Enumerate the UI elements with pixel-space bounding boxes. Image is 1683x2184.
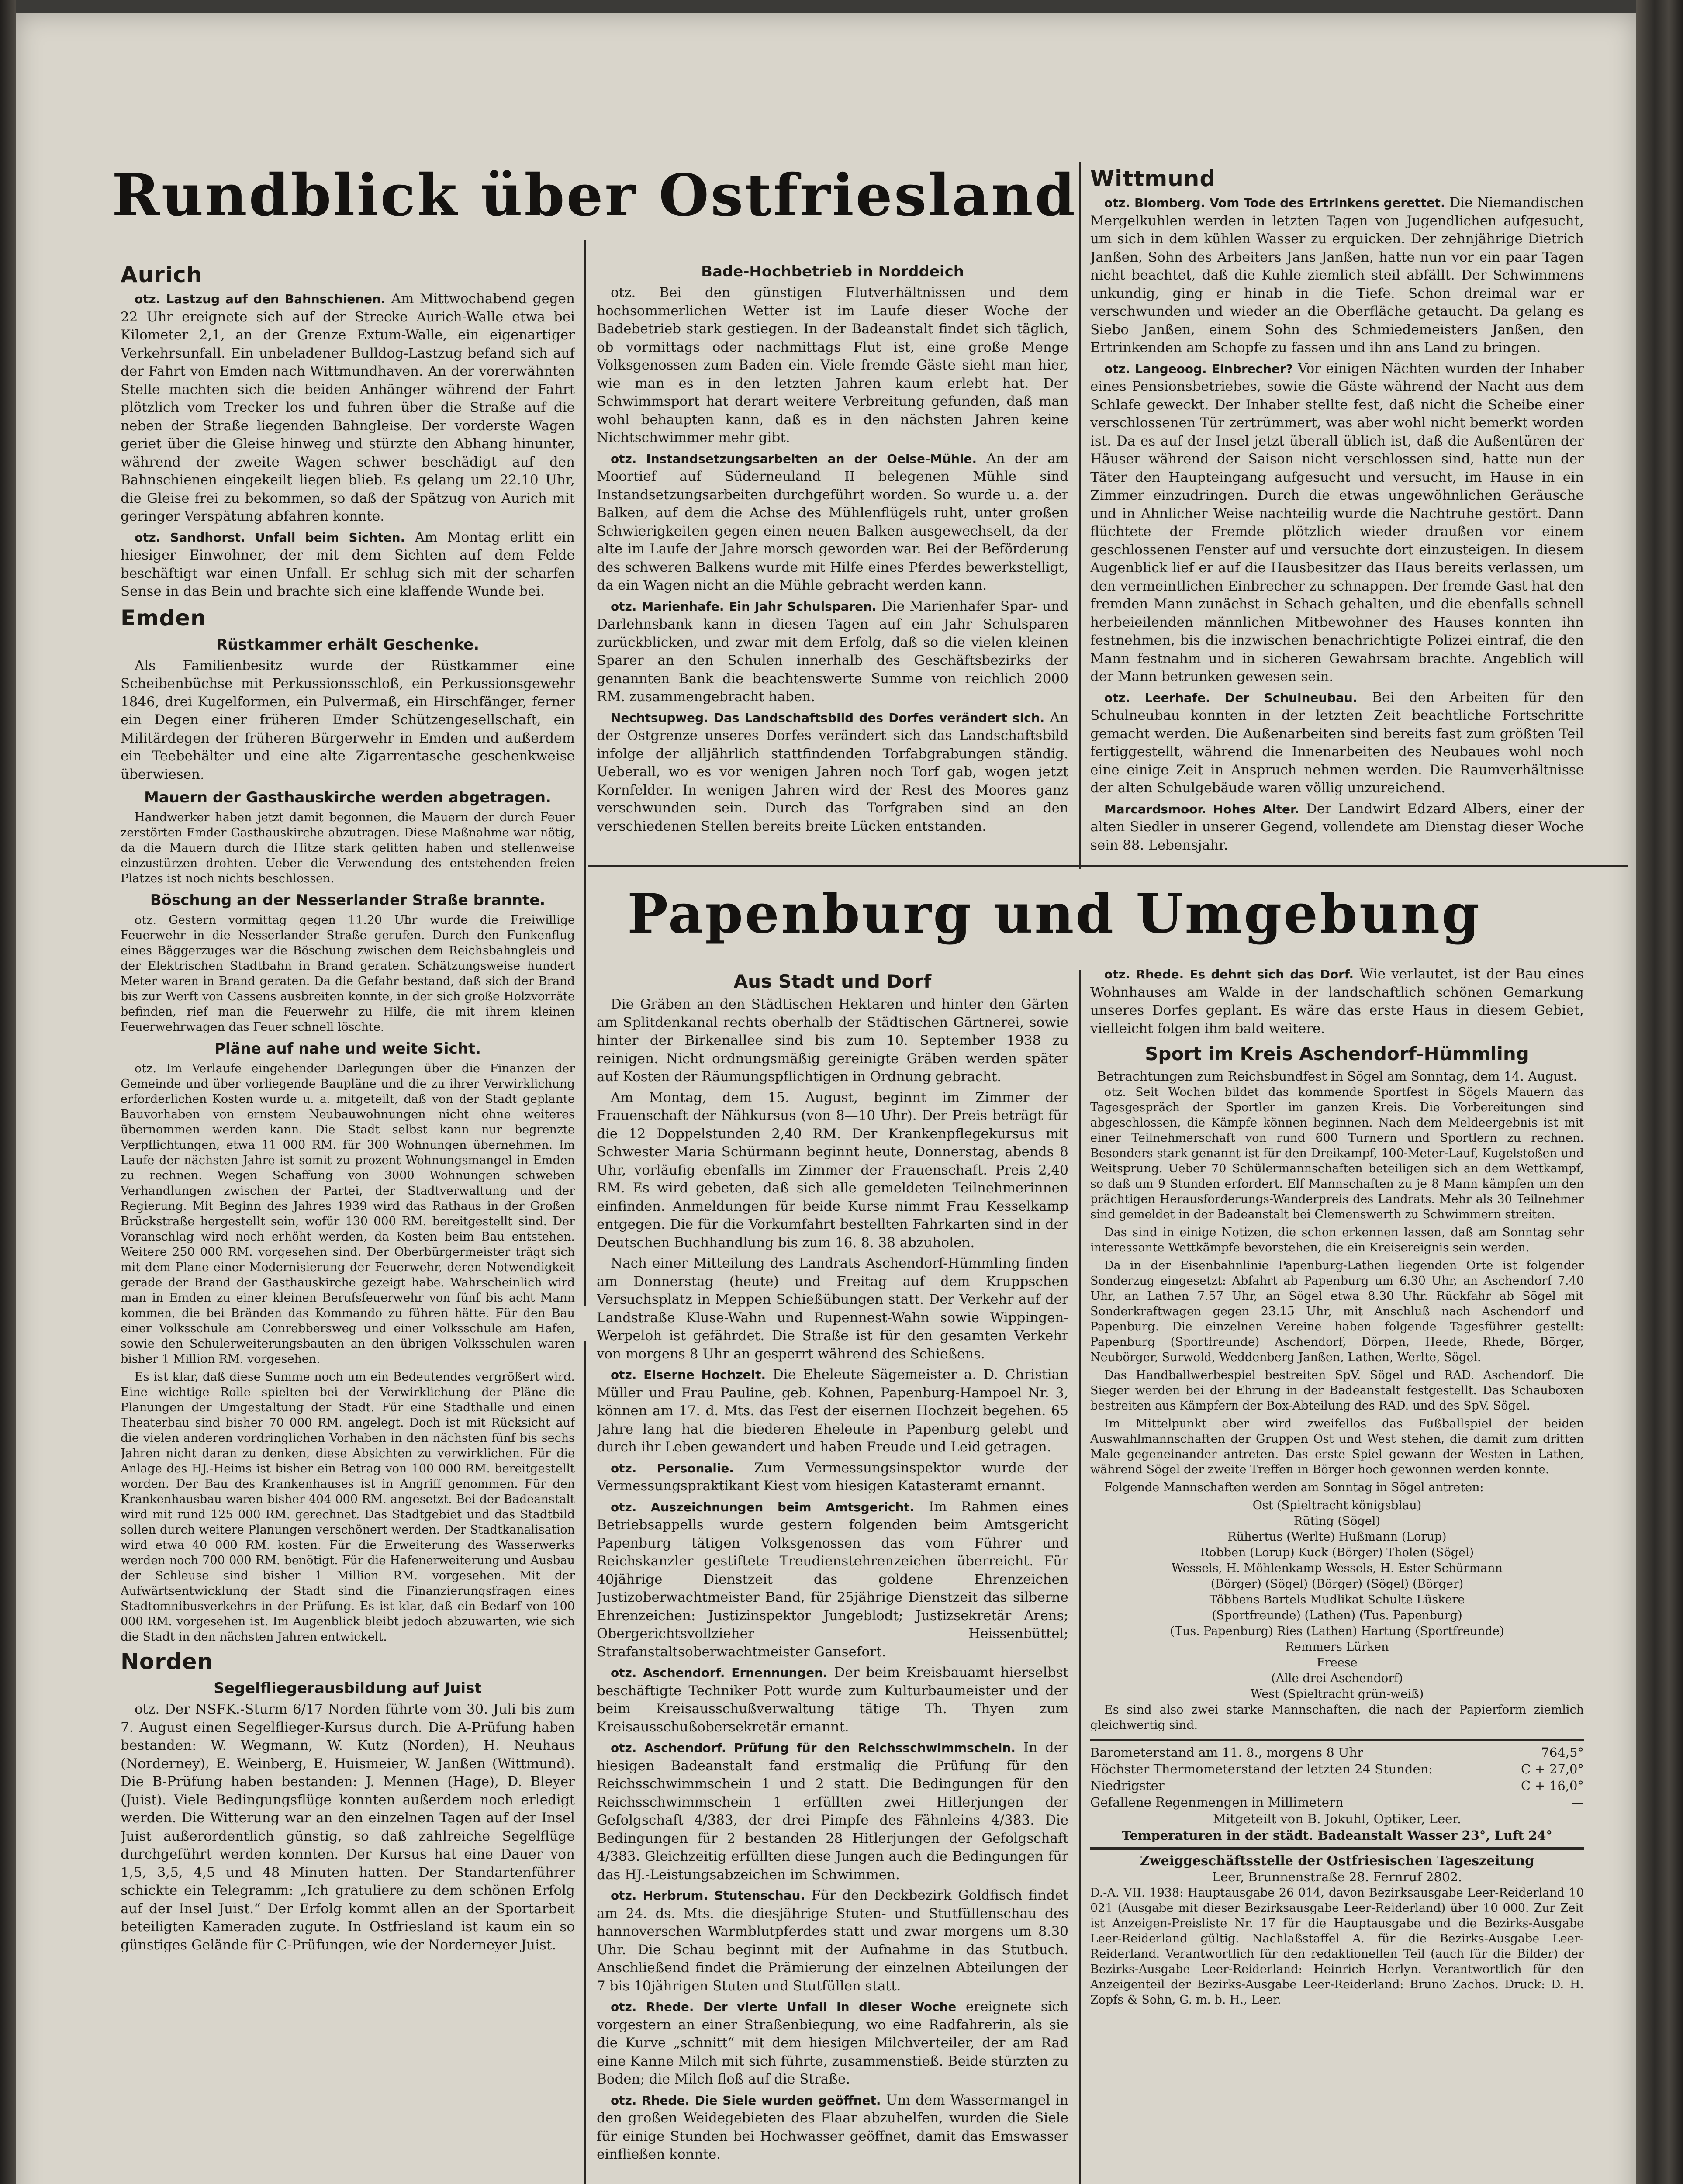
article-schwimmschein: otz. Aschendorf. Prüfung für den Reichsschwimmschein. In der hiesigen Badeanstalt fand erstmalig die Prüfung für den Reichsschwimmschein 1 und 2 statt. Die Bedingungen für den Reichsschwimmschein 1 erfüllten zwei Hitlerjungen der Gefolgschaft 4/383, der drei Pimpfe des Fähnleins 4/383. Die Bedingungen für 2 bestanden 28 Hitlerjungen der Gefolgschaft 4/383. Gleichzeitig erfüllten diese Jungen auch die Bedingungen für das HJ.-Leistungsabzeichen im Schwimmen. — [597, 1740, 1068, 1883]
article-rhede-dorf: otz. Rhede. Es dehnt sich das Dorf. Wie verlautet, ist der Bau eines Wohnhauses am Walde in der landschaftlich schönen Gemarkung unseres Dorfes geplant. Es wäre das erste Haus in diesem Gebiet, vielleicht folgen ihm bald weitere. — [1090, 966, 1584, 1037]
rain-label: Gefallene Regenmengen in Millimetern — [1090, 1795, 1344, 1810]
column-rule-4 — [1079, 970, 1081, 2184]
article-blomberg: otz. Blomberg. Vom Tode des Ertrinkens gerettet. Die Niemandischen Mergelkuhlen werden in letzten Tagen von Jugendlichen aufgesucht, um sich in dem kühlen Wasser zu erquicken. Der zehnjährige Dietrich Janßen, Sohn des Arbeiters Jans Janßen, hatte nun vor ein paar Tagen nicht beachtet, daß die Kuhle ziemlich steil abfällt. Der Schwimmens unkundig, ging er hinab in die Tiefe. Schon dreimal war er verschwunden und wieder an die Oberfläche getaucht. Da gelang es Siebo Janßen, einem Sohn des Schmiedemeisters Janßen, den Ertrinkenden am Schopfe zu fassen und ihn ans Land zu bringen. — [1090, 195, 1584, 356]
article-auszeichnungen: otz. Auszeichnungen beim Amtsgericht. Im Rahmen eines Betriebsappells wurde gestern folgenden beim Amtsgericht Papenburg tätigen Volksgenossen das vom Führer und Reichskanzler gestiftete Treudienstehrenzeichen überreicht. Für 40jährige Dienstzeit das goldene Ehrenzeichen Justizoberwachtmeister Band, für 25jährige Dienstzeit das silberne Ehrenzeichen: Justizinspektor Jungeblodt; Justizsekretär Arens; Obergerichtsvollzieher Heissenbüttel; Strafanstaltsoberwachtmeister Gansefort. — [597, 1499, 1068, 1660]
article-sport-6: Folgende Mannschaften werden am Sonntag in Sögel antreten: — [1104, 1481, 1484, 1494]
article-ernennungen: otz. Aschendorf. Ernennungen. Der beim Kreisbauamt hierselbst beschäftigte Techniker Pott wurde zum Kulturbaumeister und der beim Kreisausschußverwaltung tätige Th. Thyen zum Kreisausschußobersekretär ernannt. — [597, 1665, 1068, 1735]
article-plaene: otz. Im Verlaufe eingehender Darlegungen über die Finanzen der Gemeinde und über vorliegende Baupläne und die zu ihrer Verwirklichung erforderlichen Kosten wurde u. a. mitgeteilt, daß von der Stadt geplante Bauvorhaben von ernstem Neubauwohnungen nicht ohne weiteres übernommen werden kann. Die Stadt selbst kann nur begrenzte Verpflichtungen, etwa 11 000 RM. für 300 Wohnungen übernehmen. Im Laufe der nächsten Jahre ist somit zu prozent Wohnungsmangel in Emden zu rechnen. Wegen Schaffung von 3000 Wohnungen schweben Verhandlungen zwischen der Partei, der Stadtverwaltung und der Regierung. Mit Beginn des Jahres 1939 wird das Rathaus in der Großen Brückstraße hergestellt sein, wofür 130 000 RM. bereitgestellt sind. Der Voranschlag wird noch erhöht werden, da Kosten beim Bau entstehen. Weitere 250 000 RM. vorgesehen sind. Der Oberbürgermeister trägt sich mit dem Plane einer Modernisierung der Feuerwehr, deren Notwendigkeit gerade der Brand der Gasthauskirche gezeigt habe. Wahrscheinlich wird man in Emden zu einer kleinen Berufsfeuerwehr von fünf bis acht Mann kommen, die bei Bränden das Kommando zu führen hätte. Für den Bau einer Volksschule am Conrebbersweg und einer Volksschule am Hafen, sowie den Schulerweiterungsbauten an den übrigen Volksschulen waren bisher 1 Million RM. vorgesehen. — [121, 1062, 575, 1366]
article-leerhafe: otz. Leerhafe. Der Schulneubau. Bei den Arbeiten für den Schulneubau konnten in der letzten Zeit beachtliche Fortschritte gemacht werden. Die Außenarbeiten sind bereits fast zum größten Teil fertiggestellt, während die Innenarbeiten des Neubaues wohl noch eine einige Zeit in Anspruch nehmen werden. Die Raumverhältnisse der alten Schulgebäude waren völlig unzureichend. — [1090, 689, 1584, 796]
temp-high-value: C + 27,0° — [1521, 1762, 1584, 1776]
headline-plaene: Pläne auf nahe und weite Sicht. — [214, 1040, 481, 1057]
lineup-row: (Börger) (Sögel) (Börger) (Sögel) (Börger) — [1210, 1577, 1464, 1591]
article-langeoog: otz. Langeoog. Einbrecher? Vor einigen Nächten wurden der Inhaber eines Pensionsbetriebes, sowie die Gäste während der Nacht aus dem Schlafe geweckt. Der Inhaber stellte fest, daß nicht die Scheibe einer verschlossenen Tür zertrümmert, was aber wohl nicht bemerkt worden ist. Da es auf der Insel jetzt überall üblich ist, daß die Außentüren der Häuser während der Saison nicht verschlossen sind, hatte nun der Täter den Haupteingang aufgesucht und versucht, im Hause in ein Zimmer einzudringen. Durch die etwas ungewöhnlichen Geräusche und in Ahnlicher Weise nachteilig wurde die Nachtruhe gestört. Dann flüchtete der Fremde plötzlich wieder draußen vor einem geschlossenen Fenster auf und versuchte dort einzusteigen. In diesem Augenblick lief er auf die Hausbesitzer das Haus bereits verlassen, um den vermeintlichen Einbrecher zu schnappen. Der fremde Gast hat den fremden Mann zunächst in Schach gehalten, und die ebenfalls schnell herbeieilenden männlichen Mitbewohner des Hauses konnten ihn festnehmen, bis die inzwischen benachrichtigte Polizei eintraf, die den Mann festnahm und in sicheren Gewahrsam brachte. Angeblich will der Mann betrunken gewesen sein. — [1090, 360, 1584, 684]
column-rule-2 — [1079, 162, 1081, 869]
article-sandhorst: otz. Sandhorst. Unfall beim Sichten. Am Montag erlitt ein hiesiger Einwohner, der mit dem Sichten auf dem Felde beschäftigt war einen Unfall. Er schlug sich mit der scharfen Sense in das Bein und brachte sich eine klaffende Wunde bei. — [121, 529, 575, 599]
article-sport-close: Es sind also zwei starke Mannschaften, die nach der Papierform ziemlich gleichwertig sind. — [1090, 1703, 1584, 1732]
column-papenburg-left — [597, 965, 1068, 2184]
article-badebetrieb: otz. Bei den günstigen Flutverhältnissen und dem hochsommerlichen Wetter ist im Laufe dieser Woche der Badebetrieb stark gestiegen. In der Badeanstalt findet sich täglich, ob vormittags oder nachmittags Flut ist, eine große Menge Volksgenossen zum Baden ein. Viele fremde Gäste sieht man hier, wie man es in den letzten Jahren kaum erlebt hat. Der Schwimmsport hat derart weitere Verbreitung gefunden, daß man wohl behaupten kann, daß es in den nächsten Jahren keine Nichtschwimmer mehr gibt. — [597, 285, 1068, 446]
section-head-aurich: Aurich — [121, 262, 203, 287]
rain-value: — — [1571, 1795, 1584, 1810]
section-rule — [588, 865, 1628, 867]
imprint-text: D.-A. VII. 1938: Hauptausgabe 26 014, davon Bezirksausgabe Leer-Reiderland 10 021 (Ausgabe mit dieser Bezirksausgabe Leer-Reiderland) über 10 000. Zur Zeit ist Anzeigen-Preisliste Nr. 17 für die Hauptausgabe und die Bezirks-Ausgabe Leer-Reiderland gültig. Nachlaßstaffel A. für die Bezirks-Ausgabe Leer-Reiderland. Verantwortlich für den redaktionellen Teil (auch für die Bilder) der Bezirks-Ausgabe Leer-Reiderland: Heinrich Herlyn. Verantwortlich für den Anzeigenteil der Bezirks-Ausgabe Leer-Reiderland: Bruno Zachos. Druck: D. H. Zopfs & Sohn, G. m. b. H., Leer. — [1090, 1886, 1584, 2007]
article-personalie: otz. Personalie. Zum Vermessungsinspektor wurde der Vermessungspraktikant Kiest vom hiesigen Katasteramt ernannt. — [597, 1460, 1068, 1494]
lineup-row: (Sportfreunde) (Lathen) (Tus. Papenburg) — [1212, 1609, 1462, 1622]
column-left — [121, 258, 575, 2184]
temp-high-label: Höchster Thermometerstand der letzten 24 Stunden: — [1090, 1762, 1433, 1776]
article-schiessuebungen: Nach einer Mitteilung des Landrats Aschendorf-Hümmling finden am Donnerstag (heute) und Freitag auf dem Kruppschen Versuchsplatz in Meppen Schießübungen statt. Der Verkehr auf der Landstraße Kluse-Wahn und Rupennest-Wahn sowie Wippingen-Werpeloh ist gefährdet. Die Straße ist für den gesamten Verkehr von morgens 8 Uhr an gesperrt während des Schießens. — [597, 1255, 1068, 1362]
banner-papenburg: Papenburg und Umgebung — [627, 882, 1481, 946]
headline-boeschung: Böschung an der Nesserlander Straße brannte. — [150, 892, 546, 909]
book-spine — [1636, 0, 1683, 2184]
article-sport-4: Das Handballwerbespiel bestreiten SpV. Sögel und RAD. Aschendorf. Die Sieger werden bei der Ehrung in der Badeanstalt festgestellt. Das Schauboxen bestreiten aus Kämpfern der Box-Abteilung des RAD. und des SpV. Sögel. — [1090, 1368, 1584, 1413]
lineup-row: Wessels, H. Möhlenkamp Wessels, H. Ester Schürmann — [1171, 1562, 1503, 1575]
lineup-heading-west: West (Spieltracht grün-weiß) — [1250, 1687, 1424, 1701]
article-oelse-muehle: otz. Instandsetzungsarbeiten an der Oelse-Mühle. An der am Moortief auf Süderneuland II belegenen Mühle sind Instandsetzungsarbeiten durchgeführt worden. So wurde u. a. der Balken, auf dem die Achse des Mühlenflügels ruht, unter großen Schwierigkeiten gegen einen neuen Balken ausgewechselt, da der alte im Laufe der Jahre morsch geworden war. Bei der Beförderung des schweren Balkens wurde mit Hilfe eines Pferdes bewerkstelligt, da ein Wagen nicht an die Mühle gebracht werden kann. — [597, 450, 1068, 593]
scan-left-edge — [0, 0, 16, 2184]
article-aurich-lastzug: otz. Lastzug auf den Bahnschienen. Am Mittwochabend gegen 22 Uhr ereignete sich auf der Strecke Aurich-Walle etwa bei Kilometer 2,1, an der Grenze Extum-Walle, ein eigenartiger Verkehrsunfall. Ein unbeladener Bulldog-Lastzug befand sich auf der Fahrt von Emden nach Wittmundhaven. An der vorerwähnten Stelle machten sich die beiden Anhänger während der Fahrt plötzlich vom Trecker los und fuhren über die Straße auf die neben der Straße liegenden Bahngleise. Der vorderste Wagen geriet über die Gleise hinweg und stürzte den Abhang hinunter, während der zweite Wagen schwer beschädigt auf den Bahnschienen eingekeilt liegen blieb. Es gelang um 22.10 Uhr, die Gleise frei zu bekommen, so daß der Spätzug von Aurich mit geringer Verspätung abfahren konnte. — [121, 291, 575, 524]
headline-gasthauskirche: Mauern der Gasthauskirche werden abgetragen. — [144, 789, 551, 806]
banner-rundblick: Rundblick über Ostfriesland — [112, 162, 1077, 229]
article-landschaftsbild: Nechtsupweg. Das Landschaftsbild des Dorfes verändert sich. An der Ostgrenze unseres Dorfes verändert sich das Landschaftsbild infolge der alljährlich stattfindenden Torfabgrabungen ständig. Ueberall, wo es vor wenigen Jahren noch Torf gab, wogen jetzt Kornfelder. In wenigen Jahren wird der Rest des Moores ganz verschwunden sein. Durch das Torfgraben sind an den verschiedenen Stellen bereits breite Lücken entstanden. — [597, 709, 1068, 834]
headline-badebetrieb: Bade-Hochbetrieb in Norddeich — [701, 263, 964, 280]
temp-low-label: Niedrigster — [1090, 1778, 1165, 1793]
article-graeben: Die Gräben an den Städtischen Hektaren und hinter den Gärten am Splitdenkanal rechts oberhalb der Städtischen Gärtnerei, sowie hinter der Birkenallee sind bis zum 10. September 1938 zu reinigen. Nicht ordnungsmäßig gereinigte Gräben werden später auf Kosten der Räumungspflichtigen in Ordnung gebracht. — [597, 996, 1068, 1085]
article-segelflieger: otz. Der NSFK.-Sturm 6/17 Norden führte vom 30. Juli bis zum 7. August einen Segelflieger-Kursus durch. Die A-Prüfung haben bestanden: W. Wegmann, W. Kutz (Norden), H. Neuhaus (Norderney), E. Weinberg, E. Huismeier, W. Janßen (Wittmund). Die B-Prüfung haben bestanden: J. Mennen (Hage), D. Bleyer (Juist). Viele Bedingungsflüge konnten außerdem noch erledigt werden. Die Witterung war an den einzelnen Tagen auf der Insel Juist außerordentlich günstig, so daß zahlreiche Segelflüge durchgeführt werden konnten. Der Kursus hat eine Dauer von 1,5, 3,5, 4,5 und 48 Minuten hatten. Der Standartenführer schickte ein Telegramm: „Ich gratuliere zu dem schönen Erfolg auf der Insel Juist.“ Der Erfolg kommt allen an der Sportarbeit beteiligten Kameraden zugute. In Ostfriesland ist kaum ein so günstiges Gelände für C-Prüfungen, wie der Norderneyer Juist. — [121, 1701, 575, 1953]
headline-aus-stadt-und-dorf: Aus Stadt und Dorf — [733, 971, 932, 992]
section-head-wittmund: Wittmund — [1090, 166, 1216, 191]
newspaper-page — [16, 13, 1636, 2184]
headline-ruestkammer: Rüstkammer erhält Geschenke. — [216, 636, 480, 653]
bath-temperatures: Temperaturen in der städt. Badeanstalt Wasser 23°, Luft 24° — [1122, 1828, 1552, 1843]
column-rule-3 — [584, 1341, 586, 2184]
column-papenburg-right — [1090, 965, 1584, 2184]
subheadline-sport: Betrachtungen zum Reichsbundfest in Sögel am Sonntag, dem 14. August. — [1097, 1069, 1577, 1084]
article-gasthauskirche: Handwerker haben jetzt damit begonnen, die Mauern der durch Feuer zerstörten Emder Gasthauskirche abzutragen. Diese Maßnahme war nötig, da die Mauern durch die Hitze stark gelitten haben und stellenweise einzustürzen drohten. Ueber die Verwendung des entstehenden freien Platzes ist noch nichts beschlossen. — [121, 811, 575, 885]
column-right-top — [1090, 162, 1584, 860]
article-plaene-continued: Es ist klar, daß diese Summe noch um ein Bedeutendes vergrößert wird. Eine wichtige Rolle spielten bei der Verwirklichung der Pläne die Planungen der Umgestaltung der Stadt. Für eine Stadthalle und einen Theaterbau sind bisher 70 000 RM. angelegt. Doch ist mit Rücksicht auf die vielen anderen vordringlichen Vorhaben in den nächsten fünf bis sechs Jahren nicht daran zu denken, diese Absichten zu verwirklichen. Für die Anlage des HJ.-Heims ist bisher ein Betrag von 100 000 RM. bereitgestellt worden. Der Bau des Krankenhauses ist in Angriff genommen. Für den Krankenhausbau waren bisher 404 000 RM. angesetzt. Bei der Badeanstalt wird mit rund 125 000 RM. gerechnet. Das Stadtgebiet und das Stadtbild sollen durch weitere Planungen verschönert werden. Der Stadtkanalisation wird etwa 40 000 RM. kosten. Für die Erweiterung des Wasserwerks werden noch 700 000 RM. benötigt. Für die Hafenerweiterung und Ausbau der Schleuse sind bisher 1 Million RM. vorgesehen. Mit der Aufwärtsentwicklung der Stadt sind die Finanzierungsfragen eines Stadtomnibusverkehrs in der Prüfung. Es ist klar, daß ein Bedarf von 100 000 RM. vorgesehen ist. Im Augenblick bleibt jedoch abzuwarten, wie sich die Stadt in den nächsten Jahren entwickelt. — [121, 1370, 575, 1644]
column-middle-top — [597, 258, 1068, 860]
article-naehkursus: Am Montag, dem 15. August, beginnt im Zimmer der Frauenschaft der Nähkursus (von 8—10 Uhr). Der Preis beträgt für die 12 Doppelstunden 2,40 RM. Der Krankenpflegekursus mit Schwester Maria Schürmann beginnt heute, Donnerstag, abends 8 Uhr, vorläufig ebenfalls im Zimmer der Frauenschaft. Preis 2,40 RM. Es wird gebeten, daß sich alle gemeldeten Teilnehmerinnen einfinden. Anmeldungen für beide Kurse nimmt Frau Kesselkamp entgegen. Die für die Vorkumfahrt bestellten Fahrkarten sind in der Deutschen Buchhandlung bis zum 16. 8. 38 abzuholen. — [597, 1089, 1068, 1251]
imprint-box — [1090, 1849, 1584, 2008]
article-sport-1: otz. Seit Wochen bildet das kommende Sportfest in Sögels Mauern das Tagesgespräch der Sportler im ganzen Kreis. Die Vorbereitungen sind abgeschlossen, die Kämpfe können beginnen. Nach dem Meldeergebnis ist mit einer Teilnehmerschaft von rund 600 Turnern und Sportlern zu rechnen. Besonders stark genannt ist für den Dreikampf, 100-Meter-Lauf, Kugelstoßen und Weitsprung. Ueber 70 Schülermannschaften beteiligen sich an dem Wettkampf, so daß um 9 Stunden erfordert. Elf Mannschaften zu je 8 Mann kämpfen um den prächtigen Herausforderungs-Wanderpreis des Landrats. Mehr als 30 Teilnehmer sind gemeldet in der Badeanstalt bei Clemenswerth zu Schwimmern streiten. — [1090, 1085, 1584, 1221]
headline-segelflieger: Segelfliegerausbildung auf Juist — [214, 1679, 482, 1697]
article-unfall-rhede: otz. Rhede. Der vierte Unfall in dieser Woche ereignete sich vorgestern an einer Straßenbiegung, wo eine Radfahrerin, als sie die Kurve „schnitt“ mit dem hiesigen Milchverteiler, der am Rad eine Kanne Milch mit sich führte, zusammenstieß. Beide stürzten zu Boden; die Milch floß auf die Straße. — [597, 1999, 1068, 2087]
imprint-address: Leer, Brunnenstraße 28. Fernruf 2802. — [1212, 1870, 1462, 1884]
lineup-row: Remmers Lürken — [1285, 1640, 1389, 1654]
article-eiserne-hochzeit: otz. Eiserne Hochzeit. Die Eheleute Sägemeister a. D. Christian Müller und Frau Pauline, geb. Kohnen, Papenburg-Hampoel Nr. 3, können am 17. d. Mts. das Fest der eisernen Hochzeit begehen. 65 Jahre lang hat die biederen Eheleute in Papenburg gelebt und durch ihr Leben gewandert und haben Freude und Leid getragen. — [597, 1367, 1068, 1455]
section-head-norden: Norden — [121, 1649, 214, 1674]
article-stutenschau: otz. Herbrum. Stutenschau. Für den Deckbezirk Goldfisch findet am 24. ds. Mts. die diesjährige Stuten- und Stutfüllenschau des hannoverschen Warmblutpferdes statt und zwar morgens um 8.30 Uhr. Die Schau beginnt mit der Aufnahme in das Stutbuch. Anschließend findet die Prämierung der einzelnen Abteilungen der 7 bis 10jährigen Stuten und Stutfüllen statt. — [597, 1887, 1068, 1994]
imprint-heading: Zweiggeschäftsstelle der Ostfriesischen Tageszeitung — [1140, 1853, 1534, 1869]
lineup-row: Rüting (Sögel) — [1293, 1514, 1381, 1528]
article-sport-3: Da in der Eisenbahnlinie Papenburg-Lathen liegenden Orte ist folgender Sonderzug eingesetzt: Abfahrt ab Papenburg um 6.30 Uhr, an Aschendorf 7.40 Uhr, an Lathen 7.57 Uhr, an Sögel etwa 8.30 Uhr. Rückfahr ab Sögel mit Sonderkraftwagen gegen 23.15 Uhr, mit Anschluß nach Aschendorf und Papenburg. Die einzelnen Vereine haben folgende Tagesführer gestellt: Papenburg (Sportfreunde) Aschendorf, Dörpen, Heede, Rhede, Börger, Neubörger, Surwold, Weddenberg Janßen, Lathen, Werlte, Sögel. — [1090, 1259, 1584, 1364]
article-boeschung: otz. Gestern vormittag gegen 11.20 Uhr wurde die Freiwillige Feuerwehr in die Nesserlander Straße gerufen. Durch den Funkenflug eines Bäggerzuges war die Böschung zwischen dem Reichsbahngleis und der Elektrischen Stadtbahn in Brand geraten. Schätzungsweise hundert Meter waren in Brand geraten. Da die Gefahr bestand, daß sich der Brand bis zur Werft von Cassens ausbreiten konnte, in der sich große Holzvorräte befinden, rief man die Feuerwehr zu Hilfe, die mit ihrem kleinen Feuerwehrwagen das Feuer schnell löschte. — [121, 913, 575, 1034]
weather-source: Mitgeteilt von B. Jokuhl, Optiker, Leer. — [1213, 1811, 1462, 1826]
article-sport-2: Das sind in einige Notizen, die schon erkennen lassen, daß am Sonntag sehr interessante Wettkämpfe bevorstehen, die ein Kreisereignis sein werden. — [1090, 1226, 1584, 1254]
lineup-row: (Alle drei Aschendorf) — [1271, 1672, 1403, 1685]
article-siele: otz. Rhede. Die Siele wurden geöffnet. Um dem Wassermangel in den großen Weidegebieten des Flaar abzuhelfen, wurden die Siele für einige Stunden bei Hochwasser geöffnet, damit das Emswasser einfließen konnte. — [597, 2092, 1068, 2162]
lineup-row: Freese — [1317, 1656, 1358, 1669]
lineup-row: Rühertus (Werlte) Hußmann (Lorup) — [1227, 1530, 1447, 1544]
lineup-row: (Tus. Papenburg) Ries (Lathen) Hartung (Sportfreunde) — [1170, 1624, 1504, 1638]
article-sport-5: Im Mittelpunkt aber wird zweifellos das Fußballspiel der beiden Auswahlmannschaften der Gruppen Ost und West stehen, die damit zum dritten Male gegeneinander antreten. Das erste Spiel gewann der Westen in Lathen, während Sögel der zweite Treffen in Börger hoch gewonnen werden konnte. — [1090, 1417, 1584, 1476]
barometer-label: Barometerstand am 11. 8., morgens 8 Uhr — [1090, 1745, 1363, 1760]
article-ruestkammer: Als Familienbesitz wurde der Rüstkammer eine Scheibenbüchse mit Perkussionsschloß, ein Perkussionsgewehr 1846, drei Kugelformen, ein Pulvermaß, ein Hirschfänger, ferner ein Degen einer früheren Emder Schützengesellschaft, ein Militärdegen der früheren Bürgerwehr in Emden und außerdem ein Teebehälter und eine alte Zigarrentasche geschenkweise überwiesen. — [121, 657, 575, 782]
column-rule-1 — [584, 240, 586, 1306]
lineup-heading: Ost (Spieltracht königsblau) — [1252, 1499, 1422, 1512]
headline-sport: Sport im Kreis Aschendorf-Hümmling — [1145, 1043, 1529, 1064]
weather-box — [1090, 1739, 1584, 1849]
section-head-emden: Emden — [121, 605, 207, 631]
article-marcardsmoor: Marcardsmoor. Hohes Alter. Der Landwirt Edzard Albers, einer der alten Siedler in unserer Gegend, vollendete am Dienstag dieser Woche sein 88. Lebensjahr. — [1090, 801, 1584, 853]
lineup-row: Többens Bartels Mudlikat Schulte Lüskere — [1209, 1593, 1465, 1607]
barometer-value: 764,5° — [1541, 1745, 1584, 1760]
lineup-row: Robben (Lorup) Kuck (Börger) Tholen (Sögel) — [1200, 1546, 1474, 1559]
temp-low-value: C + 16,0° — [1521, 1778, 1584, 1793]
team-lineup — [1090, 1498, 1584, 1702]
article-schulsparen: otz. Marienhafe. Ein Jahr Schulsparen. Die Marienhafer Spar- und Darlehnsbank kann in diesen Tagen auf ein Jahr Schulsparen zurückblicken, und zwar mit dem Erfolg, daß so die vielen kleinen Sparer an den Schulen innerhalb des Geschäftsbezirks der genannten Bank die beachtenswerte Summe von reichlich 2000 RM. zusammengebracht haben. — [597, 598, 1068, 705]
